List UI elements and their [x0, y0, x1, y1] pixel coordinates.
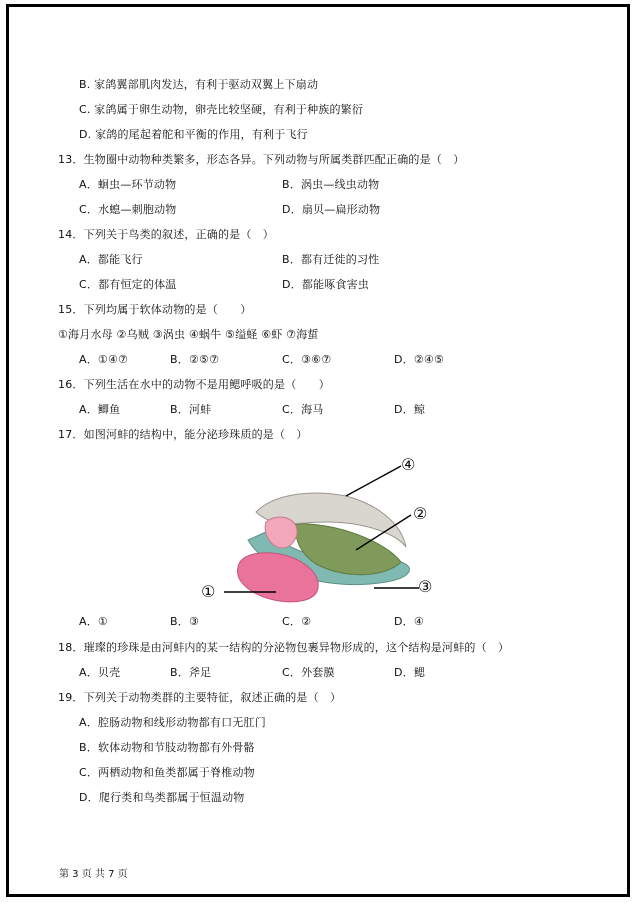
q12-option-b[interactable]: B. 家鸽翼部肌肉发达，有利于驱动双翼上下扇动: [79, 78, 319, 91]
q17-stem: 17．如图河蚌的结构中，能分泌珍珠质的是（ ）: [58, 428, 308, 441]
q15-stem: 15．下列均属于软体动物的是（ ）: [58, 303, 252, 316]
q17-option-a[interactable]: A．①: [79, 615, 108, 628]
q14-option-a[interactable]: A．都能飞行: [79, 253, 143, 266]
q13-option-b[interactable]: B．涡虫—线虫动物: [282, 178, 380, 191]
q19-option-d[interactable]: D．爬行类和鸟类都属于恒温动物: [79, 791, 245, 804]
q17-option-c[interactable]: C．②: [282, 615, 312, 628]
q18-option-d[interactable]: D．鳃: [394, 666, 426, 679]
q16-stem: 16．下列生活在水中的动物不是用鳃呼吸的是（ ）: [58, 378, 330, 391]
q13-option-d[interactable]: D．扇贝—扁形动物: [282, 203, 381, 216]
q19-stem: 19．下列关于动物类群的主要特征，叙述正确的是（ ）: [58, 691, 342, 704]
q17-option-d[interactable]: D．④: [394, 615, 424, 628]
q14-option-d[interactable]: D．都能啄食害虫: [282, 278, 370, 291]
q18-option-a[interactable]: A．贝壳: [79, 666, 121, 679]
label-4: ④: [401, 455, 416, 474]
q15-option-a[interactable]: A．①④⑦: [79, 353, 129, 366]
q15-option-d[interactable]: D．②④⑤: [394, 353, 445, 366]
q15-items: ①海月水母 ②乌贼 ③涡虫 ④蜗牛 ⑤缢蛏 ⑥虾 ⑦海蜇: [58, 328, 319, 341]
q15-option-b[interactable]: B．②⑤⑦: [170, 353, 220, 366]
q14-option-b[interactable]: B．都有迁徙的习性: [282, 253, 380, 266]
q18-stem: 18．璀璨的珍珠是由河蚌内的某一结构的分泌物包裹异物形成的，这个结构是河蚌的（ ）: [58, 641, 510, 654]
q12-option-d[interactable]: D. 家鸽的尾起着舵和平衡的作用，有利于飞行: [79, 128, 308, 141]
q16-option-b[interactable]: B．河蚌: [170, 403, 212, 416]
page-footer: 第 3 页 共 7 页: [59, 869, 128, 880]
label-2: ②: [413, 504, 428, 523]
q13-option-a[interactable]: A．蛔虫—环节动物: [79, 178, 177, 191]
q16-option-c[interactable]: C．海马: [282, 403, 324, 416]
q16-option-a[interactable]: A．鲫鱼: [79, 403, 121, 416]
q17-option-b[interactable]: B．③: [170, 615, 200, 628]
label-3: ③: [418, 577, 433, 596]
q14-stem: 14．下列关于鸟类的叙述，正确的是（ ）: [58, 228, 274, 241]
q14-option-c[interactable]: C．都有恒定的体温: [79, 278, 177, 291]
q18-option-c[interactable]: C．外套膜: [282, 666, 335, 679]
mussel-diagram: [196, 452, 446, 612]
mussel-structure-illustration: [196, 452, 446, 612]
q13-stem: 13．生物圈中动物种类繁多，形态各异。下列动物与所属类群匹配正确的是（ ）: [58, 153, 465, 166]
q19-option-c[interactable]: C．两栖动物和鱼类都属于脊椎动物: [79, 766, 255, 779]
q13-option-c[interactable]: C．水螅—刺胞动物: [79, 203, 177, 216]
q15-option-c[interactable]: C．③⑥⑦: [282, 353, 332, 366]
q16-option-d[interactable]: D．鲸: [394, 403, 426, 416]
q12-option-c[interactable]: C. 家鸽属于卵生动物，卵壳比较坚硬，有利于种族的繁衍: [79, 103, 364, 116]
q18-option-b[interactable]: B．斧足: [170, 666, 212, 679]
label-1: ①: [201, 582, 216, 601]
q19-option-a[interactable]: A．腔肠动物和线形动物都有口无肛门: [79, 716, 266, 729]
q19-option-b[interactable]: B．软体动物和节肢动物都有外骨骼: [79, 741, 255, 754]
